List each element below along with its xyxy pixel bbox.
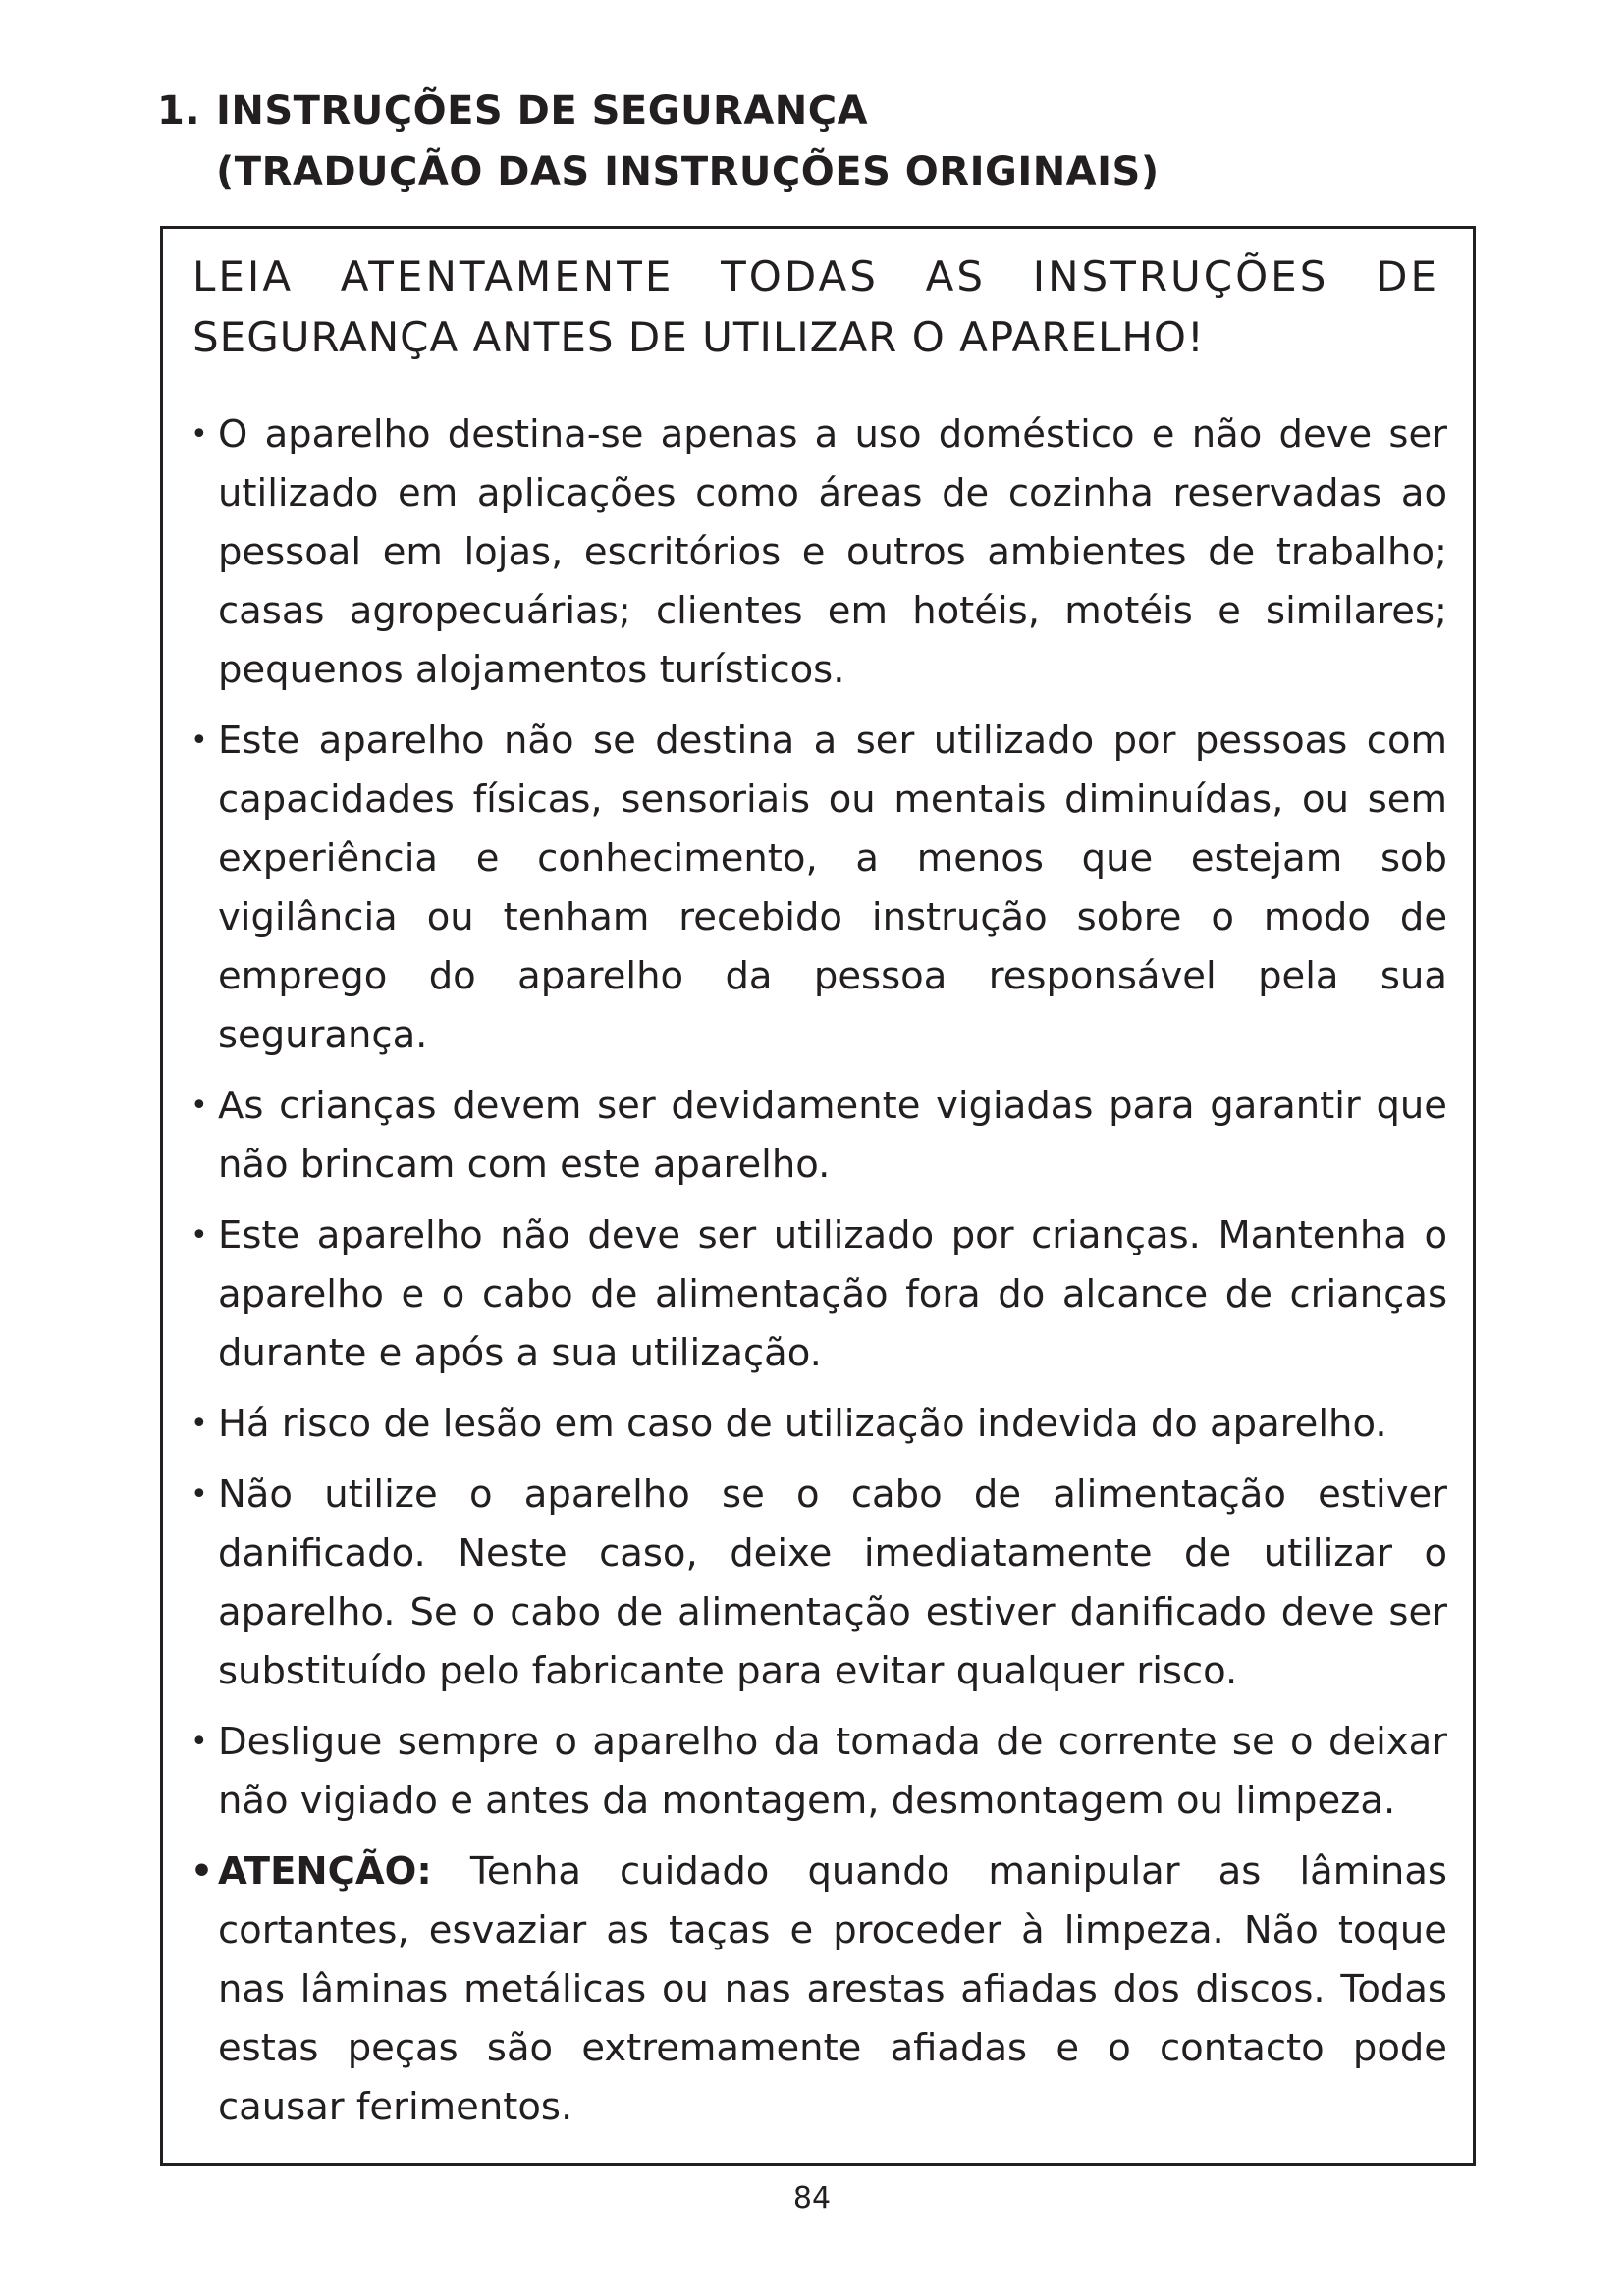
bullet-icon: •	[190, 1218, 208, 1253]
list-item-text: Desligue sempre o aparelho da tomada de corrente se o deixar não vigiado e antes da montagem, desmontagem ou limpeza.	[218, 1720, 1447, 1823]
list-item	[190, 1466, 1447, 1701]
safety-intro	[192, 246, 1439, 368]
section-subtitle: (TRADUÇÃO DAS INSTRUÇÕES ORIGINAIS)	[216, 149, 1160, 194]
list-item-text: O aparelho destina-se apenas a uso doméstico e não deve ser utilizado em aplicações como áreas de cozinha reservadas ao pessoal em lojas, escritórios e outros ambientes de trabalho; casas agropecuárias; clientes em hotéis, motéis e similares; pequenos alojamentos turísticos.	[218, 412, 1447, 692]
section-number: 1.	[157, 88, 201, 133]
list-item	[190, 1206, 1447, 1383]
bullet-icon: •	[190, 723, 208, 758]
bullet-icon: •	[190, 1725, 208, 1759]
list-item	[190, 1713, 1447, 1831]
list-item	[190, 712, 1447, 1065]
section-heading	[157, 80, 1434, 202]
list-item	[190, 405, 1447, 700]
intro-line-1: LEIA ATENTAMENTE TODAS AS INSTRUÇÕES DE	[192, 252, 1439, 300]
bullet-icon: •	[190, 1407, 208, 1441]
intro-line-2: SEGURANÇA ANTES DE UTILIZAR O APARELHO!	[192, 313, 1205, 361]
safety-list	[190, 405, 1447, 2149]
safety-box	[160, 226, 1476, 2166]
heading-line-1	[157, 80, 1434, 141]
list-item-text: Há risco de lesão em caso de utilização indevida do aparelho.	[218, 1402, 1387, 1446]
warning-item	[190, 1842, 1447, 2137]
list-item-text: As crianças devem ser devidamente vigiadas para garantir que não brincam com este aparelho.	[218, 1084, 1447, 1187]
page-number: 84	[792, 2181, 832, 2216]
bullet-icon: •	[190, 417, 208, 452]
bullet-icon: •	[190, 1477, 208, 1512]
list-item-text: Este aparelho não se destina a ser utilizado por pessoas com capacidades físicas, sensoriais ou mentais diminuídas, ou sem experiência e conhecimento, a menos que estejam sob vigilância ou tenham recebido instrução sobre o modo de emprego do aparelho da pessoa responsável pela sua segurança.	[218, 719, 1447, 1057]
warning-label: ATENÇÃO:	[218, 1849, 432, 1894]
bullet-icon: •	[190, 1089, 208, 1123]
list-item-text: Este aparelho não deve ser utilizado por crianças. Mantenha o aparelho e o cabo de alimentação fora do alcance de crianças durante e após a sua utilização.	[218, 1213, 1447, 1375]
list-item	[190, 1395, 1447, 1454]
list-item	[190, 1077, 1447, 1195]
bullet-icon: •	[190, 1851, 214, 1892]
warning-text: Tenha cuidado quando manipular as lâminas cortantes, esvaziar as taças e proceder à limpeza. Não toque nas lâminas metálicas ou nas arestas afiadas dos discos. Todas estas peças são extremamente afiadas e o contacto pode causar ferimentos.	[218, 1849, 1447, 2129]
list-item-text: Não utilize o aparelho se o cabo de alimentação estiver danificado. Neste caso, deixe imediatamente de utilizar o aparelho. Se o cabo de alimentação estiver danificado deve ser substituído pelo fabricante para evitar qualquer risco.	[218, 1472, 1447, 1693]
section-title: INSTRUÇÕES DE SEGURANÇA	[216, 88, 869, 133]
